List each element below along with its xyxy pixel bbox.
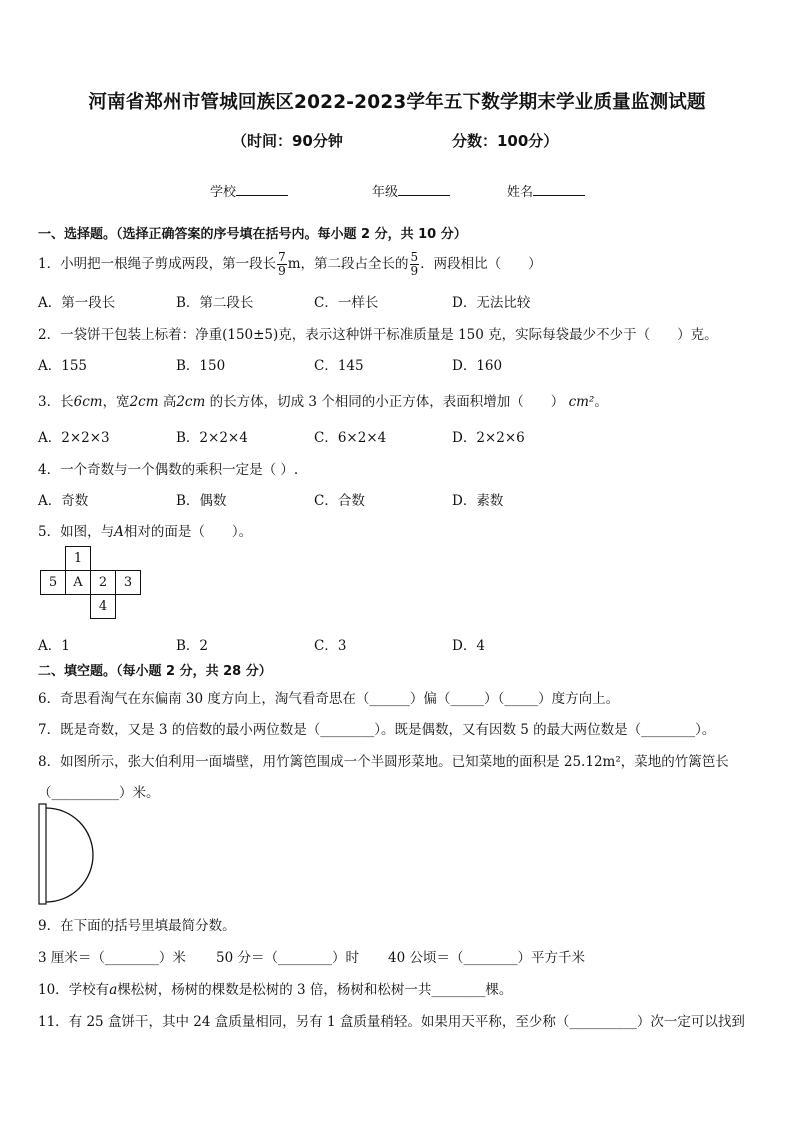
q2-option-a[interactable]: A．155 (38, 358, 88, 374)
fraction-numerator: 7 (278, 250, 286, 264)
net-face-bottom: 4 (91, 595, 116, 619)
q4-option-b[interactable]: B．偶数 (176, 493, 227, 509)
q3-area-unit: cm² (568, 394, 595, 410)
q10-text: 10．学校有 (38, 982, 110, 998)
q3-width: 2 (129, 394, 139, 410)
q1-option-d[interactable]: D．无法比较 (452, 295, 531, 311)
q1-option-c[interactable]: C．一样长 (314, 295, 379, 311)
q1-mid: m，第二段占全长的 (287, 256, 409, 272)
net-face-left: 5 (41, 571, 66, 595)
net-face-center: A (66, 571, 91, 595)
q5-option-d[interactable]: D．4 (452, 638, 485, 654)
q3-text: 高 (162, 394, 177, 410)
question-6: 6．奇思看淘气在东偏南 30 度方向上，淘气看奇思在（______）偏（_____）（_____）度方向上。 (38, 691, 620, 707)
fraction-5-9 (410, 251, 420, 278)
q5-option-b[interactable]: B．2 (176, 638, 209, 654)
question-9: 9．在下面的括号里填最简分数。 (38, 918, 236, 934)
q3-option-b[interactable]: B．2×2×4 (176, 430, 248, 446)
fraction-numerator: 5 (410, 250, 419, 264)
semicircle-garden-figure (36, 802, 96, 906)
q3-text: 3．长 (38, 394, 74, 410)
q3-option-c[interactable]: C．6×2×4 (314, 430, 387, 446)
school-field (210, 181, 288, 200)
q1-pre: 1．小明把一根绳子剪成两段，第一段长 (38, 256, 277, 272)
fraction-7-9 (277, 251, 287, 278)
q3-unit: cm (184, 394, 206, 410)
q3-option-d[interactable]: D．2×2×6 (452, 430, 525, 446)
exam-time: （时间：90分钟 (232, 132, 343, 150)
section-1-heading: 一、选择题。（选择正确答案的序号填在括号内。每小题 2 分，共 10 分） (38, 227, 467, 242)
q9-item-1: 3 厘米＝（________）米 (38, 950, 186, 966)
grade-blank[interactable] (398, 183, 450, 196)
question-1 (38, 251, 542, 278)
q1-option-a[interactable]: A．第一段长 (38, 295, 116, 311)
q3-text: 。 (594, 394, 608, 410)
question-2: 2．一袋饼干包装上标着：净重(150±5)克，表示这种饼干标准质量是 150 克，实际每袋最少不少于（ ）克。 (38, 327, 718, 343)
q2-option-d[interactable]: D．160 (452, 358, 503, 374)
wall-shape (39, 804, 46, 904)
school-label: 学校 (210, 185, 237, 200)
q4-option-c[interactable]: C．合数 (314, 493, 365, 509)
question-7: 7．既是奇数，又是 3 的倍数的最小两位数是（________）。既是偶数，又有因数 5 的最大两位数是（________）。 (38, 722, 716, 738)
question-3 (38, 390, 608, 410)
q4-option-d[interactable]: D．素数 (452, 493, 504, 509)
question-8: 8．如图所示，张大伯利用一面墙壁，用竹篱笆围成一个半圆形菜地。已知菜地的面积是 25.12m²，菜地的竹篱笆长 (38, 754, 729, 770)
name-field (507, 181, 585, 200)
name-label: 姓名 (507, 185, 534, 200)
q3-height: 2 (176, 394, 185, 410)
q3-option-a[interactable]: A．2×2×3 (38, 430, 110, 446)
fraction-denominator: 9 (410, 264, 419, 278)
q5-text: 相对的面是（ ）。 (123, 524, 253, 540)
q5-text: 5．如图，与 (38, 524, 115, 540)
q2-option-b[interactable]: B．150 (176, 358, 226, 374)
q3-text: ，宽 (102, 394, 130, 410)
grade-field (372, 181, 450, 200)
school-blank[interactable] (236, 183, 288, 196)
net-face-right-2: 3 (116, 571, 141, 595)
grade-label: 年级 (372, 185, 399, 200)
semicircle-fence (46, 808, 93, 902)
q3-text: 的长方体，切成 3 个相同的小正方体，表面积增加（ ） (209, 394, 565, 410)
q1-option-b[interactable]: B．第二段长 (176, 295, 254, 311)
q5-option-c[interactable]: C．3 (314, 638, 347, 654)
name-blank[interactable] (533, 183, 585, 196)
q9-item-2: 50 分＝（________）时 (216, 950, 359, 966)
fraction-denominator: 9 (278, 264, 286, 278)
q3-unit: cm (82, 394, 103, 410)
cube-net-figure (40, 546, 141, 619)
question-5 (38, 520, 252, 540)
q10-variable: a (109, 982, 118, 998)
q3-unit: cm (138, 394, 159, 410)
page-title: 河南省郑州市管城回族区2022-2023学年五下数学期末学业质量监测试题 (88, 92, 706, 113)
question-10 (38, 978, 512, 998)
q2-option-c[interactable]: C．145 (314, 358, 364, 374)
question-11: 11．有 25 盒饼干，其中 24 盒质量相同，另有 1 盒质量稍轻。如果用天平称，至少称（__________）次一定可以找到 (38, 1014, 745, 1030)
q3-length: 6 (73, 394, 83, 410)
section-2-heading: 二、填空题。（每小题 2 分，共 28 分） (38, 664, 272, 679)
q9-item-3: 40 公顷＝（________）平方千米 (388, 950, 585, 966)
net-face-right-1: 2 (91, 571, 116, 595)
q5-variable: A (114, 524, 124, 540)
net-face-top: 1 (66, 547, 91, 571)
q10-text: 棵松树，杨树的棵数是松树的 3 倍，杨树和松树一共________棵。 (117, 982, 513, 998)
q5-option-a[interactable]: A．1 (38, 638, 70, 654)
question-8-answer-line: （__________）米。 (38, 785, 160, 801)
q4-option-a[interactable]: A．奇数 (38, 493, 89, 509)
q1-post: ．两段相比（ ） (420, 256, 542, 272)
question-4: 4．一个奇数与一个偶数的乘积一定是（ ）. (38, 462, 299, 478)
exam-score: 分数：100分） (452, 132, 559, 150)
